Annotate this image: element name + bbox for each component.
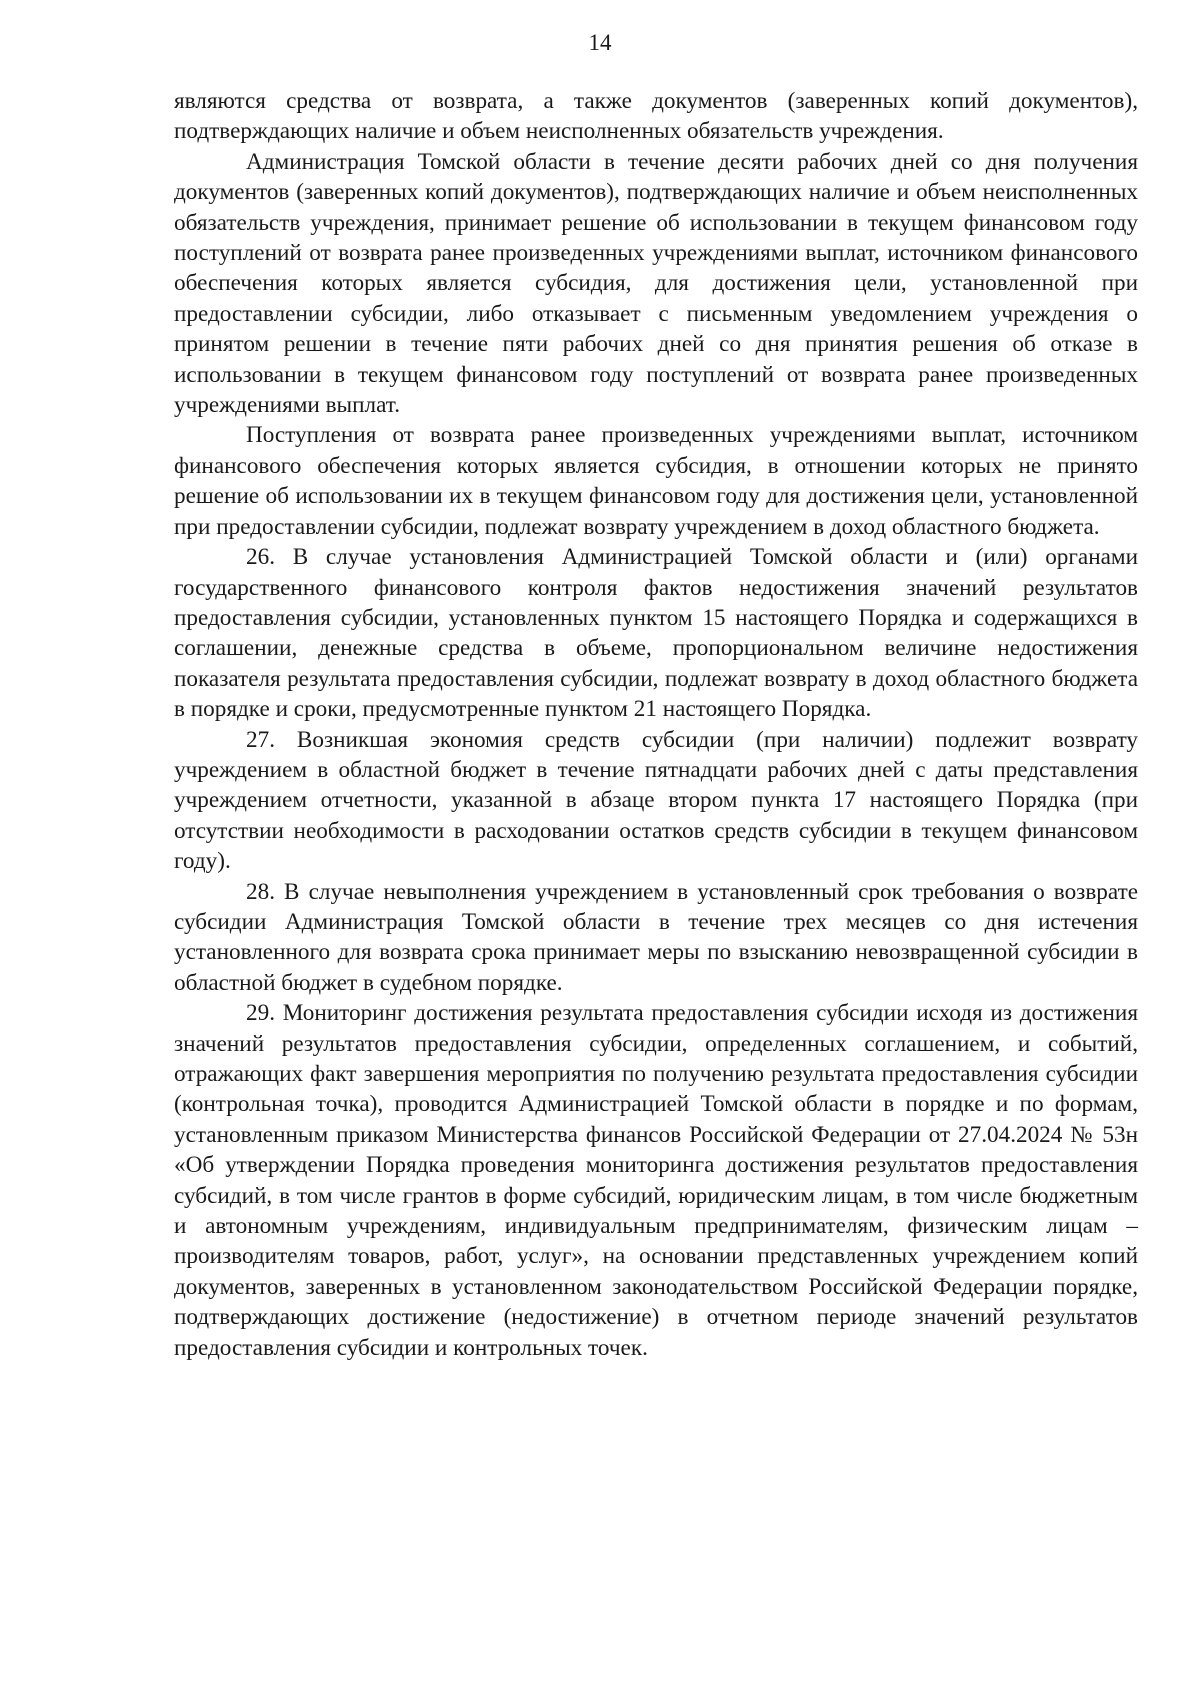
paragraph-continuation: являются средства от возврата, а также документов (заверенных копий документов), подтверждающих наличие и объем неисполненных обязательств учреждения. [174,88,1138,145]
paragraph-clause-29: 29. Мониторинг достижения результата предоставления субсидии исходя из достижения значений результатов предоставления субсидии, определенных соглашением, и событий, отражающих факт завершения мероприятия по получению результата предоставления субсидии (контрольная точка), проводится Администрацией Томской области в порядке и по формам, установленным приказом Министерства финансов Российской Федерации от 27.04.2024 № 53н «Об утверждении Порядка проведения мониторинга достижения результатов предоставления субсидий, в том числе грантов в форме субсидий, юридическим лицам, в том числе бюджетным и автономным учреждениям, индивидуальным предпринимателям, физическим лицам – производителям товаров, работ, услуг», на основании представленных учреждением копий документов, заверенных в установленном законодательством Российской Федерации порядке, подтверждающих достижение (недостижение) в отчетном периоде значений результатов предоставления субсидии и контрольных точек. [174,1000,1138,1361]
paragraph-clause-28: 28. В случае невыполнения учреждением в установленный срок требования о возврате субсидии Администрация Томской области в течение трех месяцев со дня истечения установленного для возврата срока принимает меры по взысканию невозвращенной субсидии в областной бюджет в судебном порядке. [174,878,1138,996]
paragraph-clause-27: 27. Возникшая экономия средств субсидии (при наличии) подлежит возврату учреждением в областной бюджет в течение пятнадцати рабочих дней с даты представления учреждением отчетности, указанной в абзаце втором пункта 17 настоящего Порядка (при отсутствии необходимости в расходовании остатков средств субсидии в текущем финансовом году). [174,726,1138,875]
paragraph-administration-decision: Администрация Томской области в течение десяти рабочих дней со дня получения документов (заверенных копий документов), подтверждающих наличие и объем неисполненных обязательств учреждения, принимает решение об использовании в текущем финансовом году поступлений от возврата ранее произведенных учреждениями выплат, источником финансового обеспечения которых является субсидия, для достижения цели, установленной при предоставлении субсидии, либо отказывает с письменным уведомлением учреждения о принятом решении в течение пяти рабочих дней со дня принятия решения об отказе в использовании в текущем финансовом году поступлений от возврата ранее произведенных учреждениями выплат. [174,148,1138,419]
document-body [174,86,1138,1363]
paragraph-returns-to-budget: Поступления от возврата ранее произведенных учреждениями выплат, источником финансового обеспечения которых является субсидия, в отношении которых не принято решение об использовании их в текущем финансовом году для достижения цели, установленной при предоставлении субсидии, подлежат возврату учреждением в доход областного бюджета. [174,422,1138,540]
page-number: 14 [588,30,612,55]
paragraph-clause-26: 26. В случае установления Администрацией Томской области и (или) органами государственного финансового контроля фактов недостижения значений результатов предоставления субсидии, установленных пунктом 15 настоящего Порядка и содержащихся в соглашении, денежные средства в объеме, пропорциональном величине недостижения показателя результата предоставления субсидии, подлежат возврату в доход областного бюджета в порядке и сроки, предусмотренные пунктом 21 настоящего Порядка. [174,544,1138,723]
